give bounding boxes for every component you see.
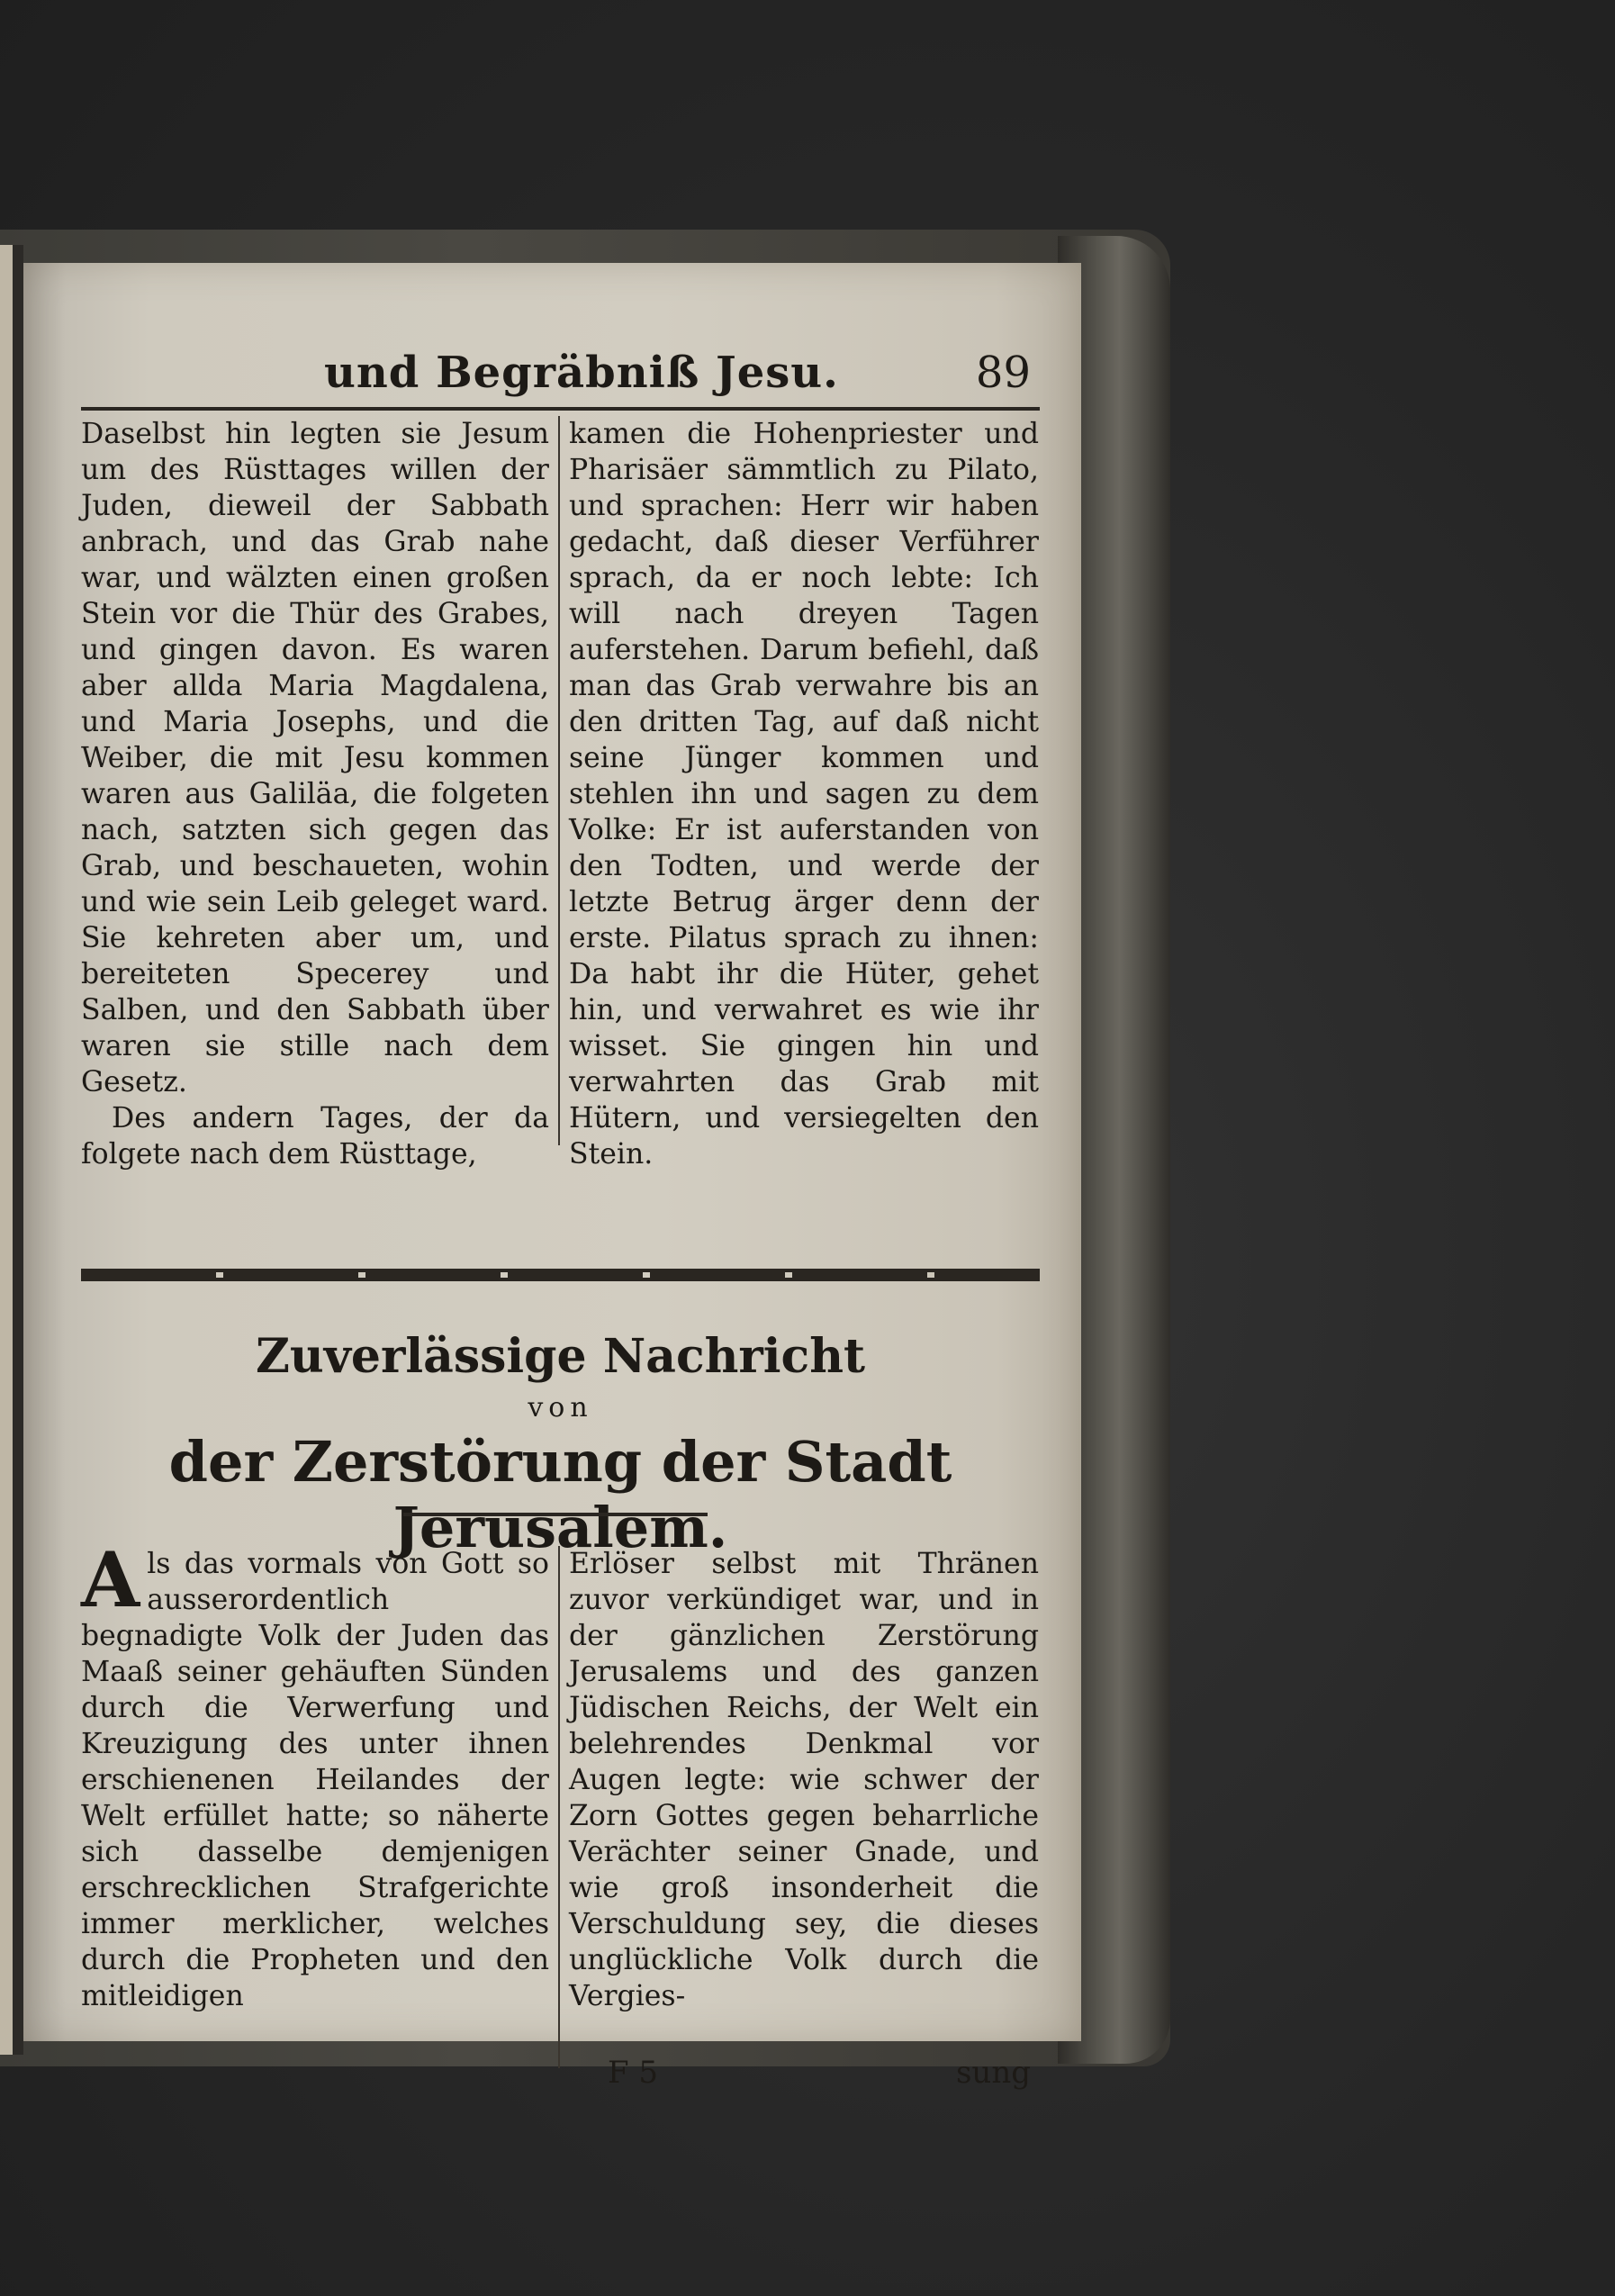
paragraph: Des andern Tages, der da folgete nach dem Rüsttage, (81, 1102, 549, 1171)
book-page (23, 263, 1081, 2091)
running-title: und Begräbniß Jesu. (324, 348, 839, 398)
left-column (81, 1535, 560, 2068)
paragraph: Daselbst hin legten sie Jesum um des Rüsttages willen der Juden, dieweil der Sabbath anbrach, und das Grab nahe war, und wälzten einen großen Stein vor die Thür des Grabes, und gingen davon. Es waren aber allda Maria Magdalena, und Maria Josephs, und die Weiber, die mit Jesu kommen waren aus Galiläa, die folgeten nach, satzten sich gegen das Grab, und beschaueten, wohin und wie sein Leib geleget ward. Sie kehreten aber um, und bereiteten Specerey und Salben, und den Sabbath über waren sie stille nach dem Gesetz. (81, 418, 549, 1098)
paragraph (81, 1535, 549, 2014)
top-text-columns (81, 416, 1040, 1171)
section-heading-line-3: der Zerstörung der Stadt Jerusalem. (168, 1429, 952, 1560)
section-heading-line-2: von (528, 1392, 593, 1424)
signature-mark: F 5 (608, 2055, 659, 2091)
paragraph: kamen die Hohenpriester und Pharisäer sämmtlich zu Pilato, und sprachen: Herr wir haben gedacht, daß dieser Verführer sprach, da er noch lebte: Ich will nach dreyen Tagen auferstehen. Darum befiehl, daß man das Grab verwahre bis an den dritten Tag, auf daß nicht seine Jünger kommen und stehlen ihn und sagen zu dem Volke: Er ist auferstanden von den Todten, und werde der letzte Betrug ärger denn der erste. Pilatus sprach zu ihnen: Da habt ihr die Hüter, gehet hin, und verwahret es wie ihr wisset. Sie gingen hin und verwahrten das Grab mit Hütern, und versiegelten den Stein. (569, 418, 1039, 1171)
page-header (81, 344, 1040, 411)
gutter-shadow (13, 245, 23, 2055)
left-column (81, 416, 560, 1171)
paragraph-text: ls das vormals von Gott so ausserordentlich begnadigte Volk der Juden das Maaß seiner gehäuften Sünden durch die Verwerfung und Kreuzigung des unter ihnen erschienenen Heilandes der Welt erfüllet hatte; so näherte sich dasselbe demjenigen erschrecklichen Strafgerichte immer merklicher, welches durch die Propheten und den mitleidigen (81, 1548, 549, 2012)
drop-cap: A (81, 1535, 140, 1624)
ornamental-divider (81, 1269, 1040, 1281)
right-column (560, 1546, 1039, 2068)
catchword: sung (955, 2055, 1031, 2091)
section-heading-line-1: Zuverlässige Nachricht (255, 1329, 866, 1384)
bottom-text-columns (81, 1535, 1040, 2068)
page-number: 89 (975, 348, 1031, 398)
heading-rule (403, 1513, 708, 1516)
paragraph: Erlöser selbst mit Thränen zuvor verkündiget war, und in der gänzlichen Zerstörung Jerusalems und des ganzen Jüdischen Reichs, der Welt ein belehrendes Denkmal vor Augen legte: wie schwer der Zorn Gottes gegen beharrliche Verächter seiner Gnade, und wie groß insonderheit die Verschuldung sey, die dieses unglückliche Volk durch die Vergies- (569, 1548, 1039, 2012)
right-column (560, 416, 1039, 1171)
facing-page-edge (0, 245, 13, 2055)
